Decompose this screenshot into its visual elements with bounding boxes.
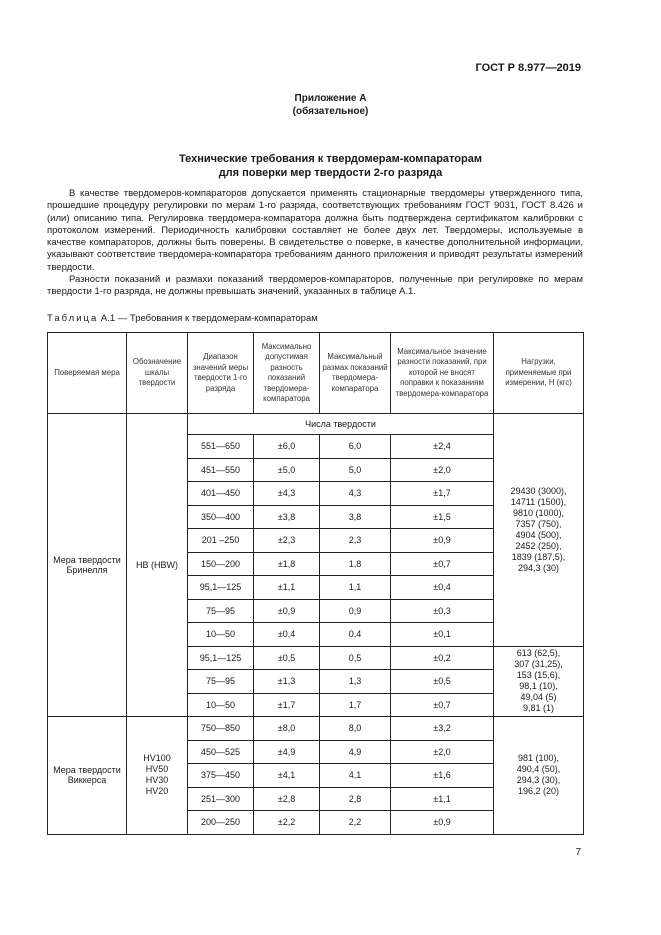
header-cell: Обозначение шкалы твердости bbox=[127, 333, 188, 414]
table-cell: 75—95 bbox=[188, 670, 254, 694]
load-line: 613 (62,5), bbox=[516, 648, 561, 659]
load-line: 9810 (1000), bbox=[512, 507, 565, 518]
table-cell: ±1,5 bbox=[391, 505, 494, 529]
table-cell: 0,9 bbox=[320, 599, 391, 623]
body-text bbox=[47, 188, 583, 299]
table-cell: 95,1—125 bbox=[188, 646, 254, 670]
table-row bbox=[48, 414, 584, 435]
header-cell: Максимально допустимая разность показаний твердомера-компаратора bbox=[254, 333, 320, 414]
table-cell: ±2,0 bbox=[391, 740, 494, 764]
load-line: 29430 (3000), bbox=[510, 485, 567, 496]
load-line: 49,04 (5) bbox=[520, 692, 557, 703]
table-cell: 4,9 bbox=[320, 740, 391, 764]
table-cell: ±0,9 bbox=[391, 529, 494, 553]
table-cell: ±2,3 bbox=[254, 529, 320, 553]
vickers-scale-cell bbox=[127, 717, 188, 835]
header-cell: Поверяемая мера bbox=[48, 333, 127, 414]
table-cell: ±2,2 bbox=[254, 811, 320, 835]
table-cell: 450—525 bbox=[188, 740, 254, 764]
table-cell: 3,8 bbox=[320, 505, 391, 529]
load-line: 490,4 (50), bbox=[516, 764, 561, 775]
hardness-numbers-subheader: Числа твердости bbox=[188, 414, 494, 435]
load-line: 981 (100), bbox=[517, 753, 560, 764]
table-cell: 2,3 bbox=[320, 529, 391, 553]
table-cell: 1,7 bbox=[320, 693, 391, 717]
table-cell: ±8,0 bbox=[254, 717, 320, 741]
table-cell: 0,5 bbox=[320, 646, 391, 670]
table-cell: 8,0 bbox=[320, 717, 391, 741]
load-line: 307 (31,25), bbox=[514, 659, 563, 670]
header-cell: Диапазон значений меры твердости 1-го разряда bbox=[188, 333, 254, 414]
vickers-measure-cell: Мера твердости Виккерса bbox=[48, 717, 127, 835]
appendix-heading bbox=[0, 92, 661, 118]
table-cell: ±6,0 bbox=[254, 435, 320, 459]
table-cell: 0,4 bbox=[320, 623, 391, 647]
table-cell: ±1,1 bbox=[391, 787, 494, 811]
table-cell: 2,8 bbox=[320, 787, 391, 811]
table-cell: 375—450 bbox=[188, 764, 254, 788]
scale-line: HV50 bbox=[145, 764, 169, 775]
requirements-table bbox=[47, 332, 584, 835]
table-cell: ±5,0 bbox=[254, 458, 320, 482]
vickers-loads bbox=[494, 717, 584, 835]
standard-designation: ГОСТ Р 8.977—2019 bbox=[475, 62, 581, 74]
table-cell: 10—50 bbox=[188, 623, 254, 647]
table-cell: ±1,7 bbox=[254, 693, 320, 717]
table-cell: ±3,2 bbox=[391, 717, 494, 741]
table-cell: ±0,4 bbox=[391, 576, 494, 600]
paragraph: В качестве твердомеров-компараторов допускается применять стационарные твердомеры утвержденного типа, прошедшие процедуру регулировки по мерам 1-го разряда, соответствующих требованиям ГОСТ 9031, ГОСТ 8.426 и (или) описанию типа. Регулировка твердомера-компаратора должна быть подтверждена сертификатом калибровки с протоколом измерений. Периодичность калибровки составляет не более двух лет. Твердомеры, используемые в качестве компараторов, должны быть поверены. В свидетельстве о поверке, в качестве дополнительной информации, указывают соответствие твердомера-компаратора требованиям данного приложения и приводят результаты измерений твердости. bbox=[47, 188, 583, 273]
table-cell: 200—250 bbox=[188, 811, 254, 835]
header-cell: Максимальное значение разности показаний, при которой не вносят поправки к показаниям твердомера-компаратора bbox=[391, 333, 494, 414]
table-cell: ±0,5 bbox=[254, 646, 320, 670]
table-caption bbox=[47, 313, 318, 324]
table-cell: ±2,0 bbox=[391, 458, 494, 482]
table-cell: 251—300 bbox=[188, 787, 254, 811]
table-cell: ±4,1 bbox=[254, 764, 320, 788]
table-cell: 95,1—125 bbox=[188, 576, 254, 600]
table-cell: 5,0 bbox=[320, 458, 391, 482]
brinell-scale-cell: HB (HBW) bbox=[127, 414, 188, 717]
table-cell: 75—95 bbox=[188, 599, 254, 623]
table-cell: ±1,3 bbox=[254, 670, 320, 694]
table-cell: 1,3 bbox=[320, 670, 391, 694]
table-cell: ±2,8 bbox=[254, 787, 320, 811]
table-cell: ±1,8 bbox=[254, 552, 320, 576]
section-title-line1: Технические требования к твердомерам-компараторам bbox=[179, 153, 482, 165]
table-row bbox=[48, 717, 584, 741]
table-caption-prefix: Таблица bbox=[47, 313, 99, 324]
table-cell: 6,0 bbox=[320, 435, 391, 459]
appendix-status: (обязательное) bbox=[292, 106, 369, 117]
table-cell: ±0,1 bbox=[391, 623, 494, 647]
table-cell: ±0,9 bbox=[391, 811, 494, 835]
table-cell: 1,8 bbox=[320, 552, 391, 576]
table-cell: 10—50 bbox=[188, 693, 254, 717]
scale-line: HV20 bbox=[145, 786, 169, 797]
table-cell: 1,1 bbox=[320, 576, 391, 600]
brinell-loads-group2 bbox=[494, 646, 584, 717]
paragraph: Разности показаний и размахи показаний твердомеров-компараторов, полученные при регулировке по мерам твердости 1-го разряда, не должны превышать значений, указанных в таблице А.1. bbox=[47, 274, 583, 298]
brinell-loads-group1 bbox=[494, 414, 584, 647]
table-cell: ±0,4 bbox=[254, 623, 320, 647]
table-cell: 150—200 bbox=[188, 552, 254, 576]
table-cell: 750—850 bbox=[188, 717, 254, 741]
table-cell: 401—450 bbox=[188, 482, 254, 506]
section-title-line2: для поверки мер твердости 2-го разряда bbox=[218, 167, 443, 179]
table-cell: ±0,2 bbox=[391, 646, 494, 670]
table-cell: 551—650 bbox=[188, 435, 254, 459]
table-header-row bbox=[48, 333, 584, 414]
load-line: 9,81 (1) bbox=[522, 703, 555, 714]
header-cell: Максимальный размах показаний твердомера-компаратора bbox=[320, 333, 391, 414]
table-cell: 451—550 bbox=[188, 458, 254, 482]
table-cell: ±3,8 bbox=[254, 505, 320, 529]
load-line: 196,2 (20) bbox=[517, 786, 560, 797]
scale-line: HV30 bbox=[145, 775, 169, 786]
load-line: 294,3 (30) bbox=[517, 562, 560, 573]
table-cell: 2,2 bbox=[320, 811, 391, 835]
load-line: 4904 (500), bbox=[515, 529, 562, 540]
appendix-title: Приложение А bbox=[294, 93, 367, 104]
load-line: 14711 (1500), bbox=[510, 496, 567, 507]
load-line: 153 (15,6), bbox=[516, 670, 561, 681]
table-caption-text: А.1 — Требования к твердомерам-компараторам bbox=[98, 313, 318, 324]
table-cell: ±0,7 bbox=[391, 693, 494, 717]
load-line: 1839 (187,5), bbox=[511, 551, 566, 562]
header-cell: Нагрузки, применяемые при измерении, Н (кгс) bbox=[494, 333, 584, 414]
scale-line: HV100 bbox=[143, 753, 171, 764]
table-cell: ±0,5 bbox=[391, 670, 494, 694]
table-cell: ±2,4 bbox=[391, 435, 494, 459]
section-title bbox=[0, 152, 661, 180]
table-cell: 4,1 bbox=[320, 764, 391, 788]
table-cell: 350—400 bbox=[188, 505, 254, 529]
table-cell: ±4,3 bbox=[254, 482, 320, 506]
load-line: 294,3 (30), bbox=[516, 775, 561, 786]
table-cell: ±0,9 bbox=[254, 599, 320, 623]
table-cell: ±0,7 bbox=[391, 552, 494, 576]
table-cell: 4,3 bbox=[320, 482, 391, 506]
load-line: 98,1 (10), bbox=[519, 681, 558, 692]
table-cell: ±0,3 bbox=[391, 599, 494, 623]
table-cell: 201 –250 bbox=[188, 529, 254, 553]
load-line: 2452 (250), bbox=[515, 540, 562, 551]
table-cell: ±1,7 bbox=[391, 482, 494, 506]
brinell-measure-cell: Мера твердости Бринелля bbox=[48, 414, 127, 717]
page-number: 7 bbox=[575, 847, 581, 858]
table-cell: ±4,9 bbox=[254, 740, 320, 764]
table-cell: ±1,6 bbox=[391, 764, 494, 788]
load-line: 7357 (750), bbox=[515, 518, 562, 529]
table-cell: ±1,1 bbox=[254, 576, 320, 600]
